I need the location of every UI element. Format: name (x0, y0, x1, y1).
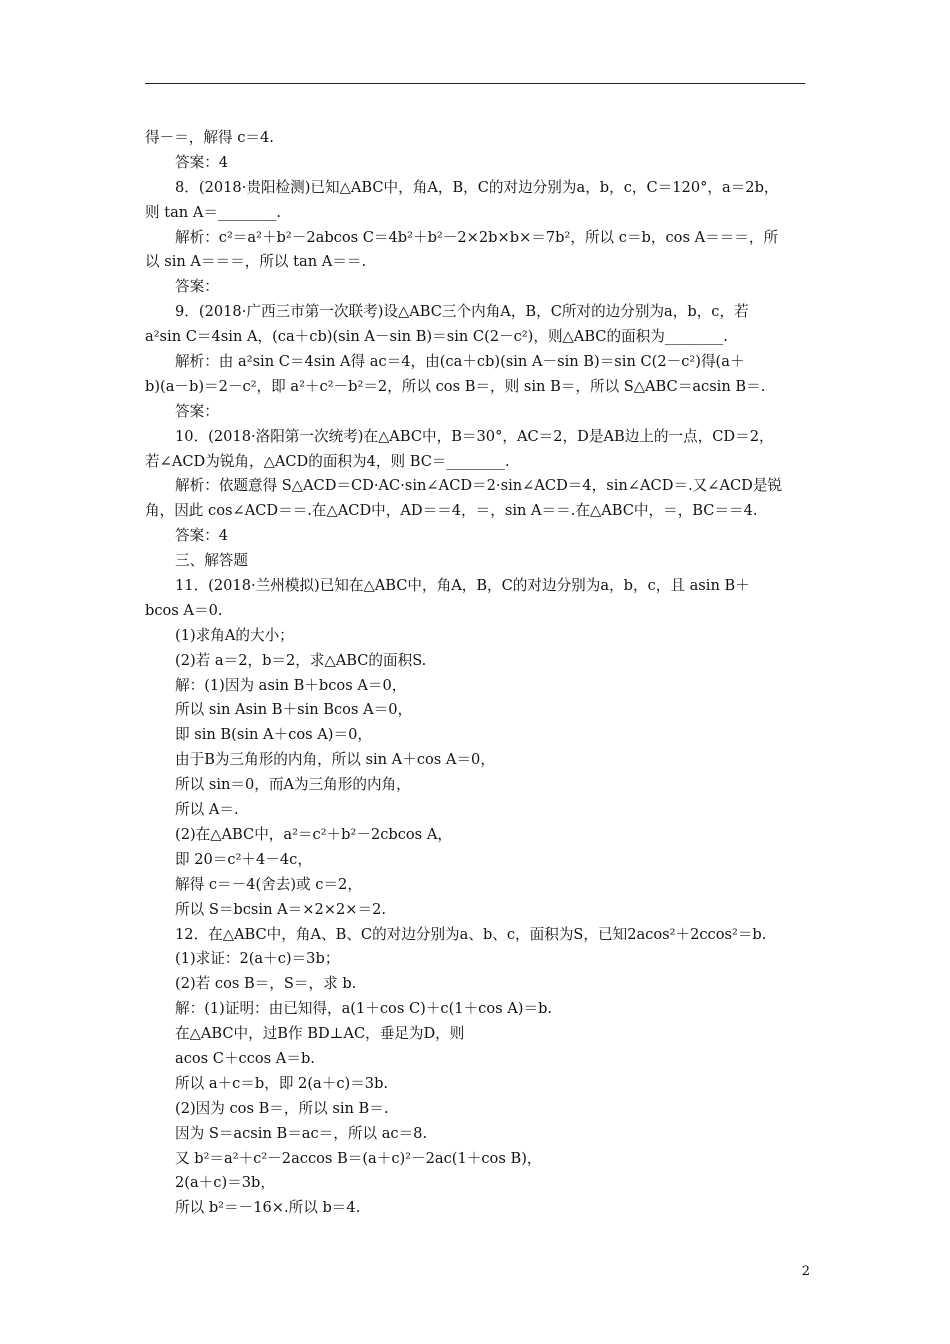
text-line: 三、解答题 (175, 552, 248, 570)
text-line: (1)求证：2(a＋c)＝3b； (175, 950, 340, 968)
text-line: 即 sin B(sin A＋cos A)＝0， (175, 726, 372, 744)
text-line: (1)求角A的大小； (175, 626, 294, 644)
text-line: 即 20＝c²＋4－4c， (175, 850, 312, 868)
text-line: (2)若 a＝2，b＝2，求△ABC的面积S. (175, 651, 427, 669)
text-line: 答案： (175, 402, 219, 420)
text-line: 所以 sin＝0，而A为三角形的内角， (175, 776, 411, 794)
text-line: 11．(2018·兰州模拟)已知在△ABC中，角A，B，C的对边分别为a，b，c，且 asin B＋ (175, 577, 750, 595)
text-line: 12．在△ABC中，角A、B、C的对边分别为a、b、c，面积为S，已知2acos²＋2ccos²＝b. (175, 925, 767, 943)
text-line: 若∠ACD为锐角，△ACD的面积为4，则 BC＝________. (145, 452, 510, 470)
header-rule (145, 83, 805, 84)
text-line: 所以 a＋c＝b，即 2(a＋c)＝3b. (175, 1074, 389, 1092)
text-line: 答案：4 (175, 153, 229, 171)
text-line: 在△ABC中，过B作 BD⊥AC，垂足为D，则 (175, 1025, 465, 1043)
text-line: (2)因为 cos B＝，所以 sin B＝. (175, 1099, 389, 1117)
text-line: (2)若 cos B＝，S＝，求 b. (175, 975, 357, 993)
text-line: 9．(2018·广西三市第一次联考)设△ABC三个内角A，B，C所对的边分别为a，b，c，若 (175, 303, 749, 321)
text-line: b)(a－b)＝2－c²，即 a²＋c²－b²＝2，所以 cos B＝，则 sin B＝，所以 S△ABC＝acsin B＝. (145, 377, 766, 395)
text-line: a²sin C＝4sin A，(ca＋cb)(sin A－sin B)＝sin C(2－c²)，则△ABC的面积为________. (145, 328, 728, 346)
document-body (145, 126, 809, 1221)
text-line: 角，因此 cos∠ACD＝＝.在△ACD中，AD＝＝4，＝，sin A＝＝.在△ABC中，＝，BC＝＝4. (145, 502, 758, 520)
text-line: 所以 b²＝－16×.所以 b＝4. (175, 1199, 361, 1217)
text-line: 由于B为三角形的内角，所以 sin A＋cos A＝0， (175, 751, 495, 769)
text-line: 因为 S＝acsin B＝ac＝，所以 ac＝8. (175, 1124, 428, 1142)
text-line: 解析：由 a²sin C＝4sin A得 ac＝4，由(ca＋cb)(sin A－sin B)＝sin C(2－c²)得(a＋ (175, 353, 745, 371)
text-line: 10．(2018·洛阳第一次统考)在△ABC中，B＝30°，AC＝2，D是AB边上的一点，CD＝2， (175, 427, 774, 445)
text-line: 解析：依题意得 S△ACD＝CD·AC·sin∠ACD＝2·sin∠ACD＝4，sin∠ACD＝.又∠ACD是锐 (175, 477, 783, 495)
text-line: 所以 A＝. (175, 801, 239, 819)
text-line: 答案： (175, 278, 219, 296)
text-line: 又 b²＝a²＋c²－2accos B＝(a＋c)²－2ac(1＋cos B)， (175, 1149, 542, 1167)
text-line: 解析：c²＝a²＋b²－2abcos C＝4b²＋b²－2×2b×b×＝7b²，所以 c＝b，cos A＝＝＝，所 (175, 228, 779, 246)
text-line: acos C＋ccos A＝b. (175, 1049, 315, 1067)
text-line: 答案：4 (175, 527, 229, 545)
text-line: 所以 S＝bcsin A＝×2×2×＝2. (175, 900, 387, 918)
text-line: 以 sin A＝＝＝，所以 tan A＝＝. (145, 253, 367, 271)
text-line: 则 tan A＝________. (145, 203, 281, 221)
text-line: (2)在△ABC中，a²＝c²＋b²－2cbcos A， (175, 825, 452, 843)
page-number: 2 (801, 1264, 810, 1279)
text-line: 8．(2018·贵阳检测)已知△ABC中，角A，B，C的对边分别为a，b，c，C＝120°，a＝2b， (175, 178, 779, 196)
text-line: 得－＝，解得 c＝4. (145, 129, 274, 146)
text-line: 所以 sin Asin B＋sin Bcos A＝0， (175, 701, 413, 719)
text-line: 解得 c＝－4(舍去)或 c＝2， (175, 875, 362, 893)
text-line: bcos A＝0. (145, 601, 223, 619)
text-line: 解：(1)因为 asin B＋bcos A＝0， (175, 676, 407, 694)
text-line: 2(a＋c)＝3b， (175, 1174, 275, 1192)
text-line: 解：(1)证明：由已知得，a(1＋cos C)＋c(1＋cos A)＝b. (175, 1000, 553, 1018)
